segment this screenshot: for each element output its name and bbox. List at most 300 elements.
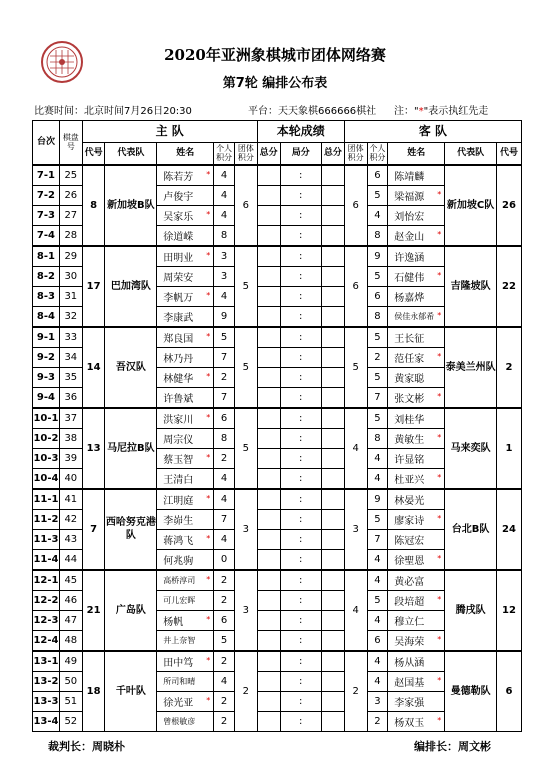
arranger-label: 编排长：周文彬 [414,740,491,753]
away-player-name: 杨从涵 [388,651,445,672]
red-first-mark: * [206,695,211,705]
game-score: : [280,428,321,448]
away-player-name: 黄敏生 * [388,428,445,448]
away-total-score [321,630,344,651]
away-player-points: 4 [367,549,388,570]
game-score: : [280,286,321,306]
red-first-mark: * [437,594,442,604]
game-score: : [280,246,321,267]
board-number: 43 [59,529,82,549]
round-number: 10-4 [33,468,60,489]
away-player-points: 4 [367,671,388,691]
away-player-points: 4 [367,570,388,591]
home-player-points: 2 [214,691,235,711]
red-first-mark: * [437,270,442,280]
away-total-score [321,205,344,225]
away-team-code: 6 [496,651,521,732]
game-score: : [280,529,321,549]
away-player-points: 3 [367,691,388,711]
round-number: 11-4 [33,549,60,570]
col-away-team-pts: 团体积分 [344,143,367,165]
away-team-code: 24 [496,489,521,570]
home-player-name: 杨帆 * [157,610,214,630]
home-player-name: 郑良国 * [157,327,214,348]
away-total-score [321,590,344,610]
away-player-points: 9 [367,246,388,267]
home-team-total: 2 [234,651,257,732]
away-player-name: 段培超 * [388,590,445,610]
round-number: 10-3 [33,448,60,468]
home-player-name: 陈若芳 * [157,165,214,186]
away-player-name: 范任家 * [388,347,445,367]
home-total-score [257,610,280,630]
away-team-total: 5 [344,327,367,408]
red-first-mark: * [206,493,211,503]
game-score: : [280,671,321,691]
round-number: 12-4 [33,630,60,651]
away-player-points: 8 [367,225,388,246]
home-player-points: 4 [214,468,235,489]
board-number: 25 [59,165,82,186]
game-score: : [280,266,321,286]
home-player-points: 7 [214,387,235,408]
away-player-points: 4 [367,651,388,672]
away-player-name: 杨双玉 * [388,711,445,731]
away-player-points: 4 [367,468,388,489]
game-score: : [280,347,321,367]
red-first-mark: * [206,655,211,665]
away-team-total: 6 [344,165,367,246]
home-player-name: 李康武 [157,306,214,327]
home-team-name: 新加坡B队 [105,165,157,246]
home-player-name: 井上奈智 [157,630,214,651]
game-score: : [280,590,321,610]
game-score: : [280,367,321,387]
col-away-team: 代表队 [445,143,497,165]
col-home-code: 代号 [82,143,105,165]
away-player-name: 李家强 [388,691,445,711]
game-score: : [280,651,321,672]
home-total-score [257,367,280,387]
away-player-name: 许显铭 [388,448,445,468]
home-player-points: 4 [214,205,235,225]
board-number: 30 [59,266,82,286]
home-total-score [257,286,280,306]
game-score: : [280,408,321,429]
away-player-points: 5 [367,367,388,387]
home-team-name: 千叶队 [105,651,157,732]
round-number: 9-1 [33,327,60,348]
round-number: 13-2 [33,671,60,691]
home-player-points: 8 [214,225,235,246]
home-team-code: 14 [82,327,105,408]
home-player-points: 4 [214,185,235,205]
home-team-name: 巴加湾队 [105,246,157,327]
home-total-score [257,347,280,367]
away-team-total: 4 [344,570,367,651]
home-player-name: 所司和晴 [157,671,214,691]
home-player-name: 洪家川 * [157,408,214,429]
board-number: 40 [59,468,82,489]
red-first-mark: * [437,391,442,401]
away-team-name: 曼德勒队 [445,651,497,732]
away-total-score [321,448,344,468]
board-number: 27 [59,205,82,225]
home-player-name: 蒋鸿飞 * [157,529,214,549]
home-team-code: 18 [82,651,105,732]
away-team-name: 吉隆坡队 [445,246,497,327]
away-player-name: 刘怡宏 [388,205,445,225]
home-player-points: 2 [214,367,235,387]
away-player-name: 吴海荣 * [388,630,445,651]
game-score: : [280,570,321,591]
home-total-score [257,691,280,711]
pairing-table [32,120,522,732]
home-player-name: 王清白 [157,468,214,489]
home-player-name: 周荣安 [157,266,214,286]
away-total-score [321,408,344,429]
away-team-total: 6 [344,246,367,327]
table-row [33,489,522,510]
red-first-mark: * [437,432,442,442]
game-score: : [280,630,321,651]
home-player-points: 3 [214,266,235,286]
away-team-name: 马来奕队 [445,408,497,489]
home-header: 主 队 [82,121,257,143]
round-number: 8-4 [33,306,60,327]
away-team-code: 12 [496,570,521,651]
legend-note: 注："*"表示执红先走 [394,106,489,117]
home-player-points: 3 [214,246,235,267]
home-player-points: 2 [214,711,235,731]
home-player-name: 田明业 * [157,246,214,267]
home-player-points: 5 [214,327,235,348]
home-total-score [257,387,280,408]
col-away-total: 总分 [321,143,344,165]
board-number: 52 [59,711,82,731]
away-team-name: 台北B队 [445,489,497,570]
home-team-total: 3 [234,489,257,570]
away-player-points: 5 [367,185,388,205]
home-player-points: 7 [214,509,235,529]
board-number: 29 [59,246,82,267]
home-player-points: 2 [214,448,235,468]
board-number: 26 [59,185,82,205]
home-player-name: 徐光亚 * [157,691,214,711]
home-team-total: 3 [234,570,257,651]
platform: 平台：天天象棋666666棋社 [248,106,377,117]
away-team-code: 26 [496,165,521,246]
board-number: 47 [59,610,82,630]
home-team-name: 吾汉队 [105,327,157,408]
away-player-points: 6 [367,630,388,651]
red-first-mark: * [206,533,211,543]
home-team-code: 7 [82,489,105,570]
home-team-code: 13 [82,408,105,489]
home-player-points: 4 [214,286,235,306]
home-player-name: 高桥淳司 * [157,570,214,591]
away-player-points: 2 [367,347,388,367]
home-total-score [257,590,280,610]
away-player-name: 廖家诗 * [388,509,445,529]
away-player-name: 梁福源 * [388,185,445,205]
away-total-score [321,286,344,306]
away-player-points: 5 [367,327,388,348]
round-number: 8-3 [33,286,60,306]
away-team-total: 2 [344,651,367,732]
board-number: 32 [59,306,82,327]
away-player-points: 5 [367,509,388,529]
away-player-name: 徐聖恩 * [388,549,445,570]
round-number: 10-1 [33,408,60,429]
home-player-name: 周宗仪 [157,428,214,448]
table-row [33,165,522,186]
home-total-score [257,489,280,510]
col-round: 台次 [33,121,60,165]
away-total-score [321,367,344,387]
away-total-score [321,165,344,186]
away-player-name: 穆立仁 [388,610,445,630]
board-number: 48 [59,630,82,651]
page-subtitle: 第7轮 编排公布表 [222,76,328,91]
home-total-score [257,549,280,570]
away-player-points: 8 [367,428,388,448]
home-player-name: 何兆驹 [157,549,214,570]
red-first-mark: * [206,574,211,584]
game-score: : [280,610,321,630]
round-number: 11-2 [33,509,60,529]
home-team-name: 西哈努克港队 [105,489,157,570]
home-player-name: 江明庭 * [157,489,214,510]
board-number: 50 [59,671,82,691]
away-total-score [321,651,344,672]
col-home-name: 姓名 [157,143,214,165]
home-team-total: 5 [234,246,257,327]
away-player-points: 6 [367,286,388,306]
referee-label: 裁判长：周晓朴 [48,740,125,753]
table-row [33,327,522,348]
home-player-name: 徐道嵘 [157,225,214,246]
home-total-score [257,711,280,731]
game-score: : [280,509,321,529]
red-first-mark: * [206,169,211,179]
home-total-score [257,185,280,205]
away-team-name: 新加坡C队 [445,165,497,246]
game-score: : [280,691,321,711]
round-number: 13-3 [33,691,60,711]
away-header: 客 队 [344,121,521,143]
board-number: 28 [59,225,82,246]
home-total-score [257,165,280,186]
red-first-mark: * [206,371,211,381]
red-first-mark: * [206,250,211,260]
home-total-score [257,468,280,489]
away-player-name: 许逸涵 [388,246,445,267]
board-number: 36 [59,387,82,408]
away-player-name: 杨嘉烨 [388,286,445,306]
away-player-points: 4 [367,205,388,225]
red-first-mark: * [437,472,442,482]
away-player-points: 5 [367,408,388,429]
home-total-score [257,306,280,327]
game-score: : [280,387,321,408]
home-player-name: 可儿宏晖 [157,590,214,610]
home-total-score [257,266,280,286]
away-team-name: 泰美兰州队 [445,327,497,408]
home-team-code: 21 [82,570,105,651]
red-first-mark: * [437,229,442,239]
away-player-name: 赵国基 * [388,671,445,691]
away-player-points: 6 [367,165,388,186]
away-player-name: 黄必富 [388,570,445,591]
home-player-points: 4 [214,489,235,510]
round-number: 9-3 [33,367,60,387]
red-first-mark: * [206,209,211,219]
red-first-mark: * [206,412,211,422]
home-player-points: 8 [214,428,235,448]
board-number: 46 [59,590,82,610]
col-home-team: 代表队 [105,143,157,165]
board-number: 35 [59,367,82,387]
away-total-score [321,468,344,489]
round-number: 11-1 [33,489,60,510]
away-player-name: 石健伟 * [388,266,445,286]
away-player-name: 杜亚兴 * [388,468,445,489]
board-number: 51 [59,691,82,711]
game-score: : [280,306,321,327]
home-player-points: 6 [214,408,235,429]
round-number: 13-1 [33,651,60,672]
red-first-mark: * [437,715,442,725]
col-home-team-pts: 团体积分 [234,143,257,165]
red-first-mark: * [437,553,442,563]
board-number: 34 [59,347,82,367]
home-total-score [257,428,280,448]
red-first-mark: * [437,675,442,685]
red-first-mark: * [437,351,442,361]
away-player-name: 林晏光 [388,489,445,510]
red-first-mark: * [437,513,442,523]
away-player-name: 侯佳永郁希 * [388,306,445,327]
board-number: 49 [59,651,82,672]
game-score: : [280,165,321,186]
table-row [33,246,522,267]
away-total-score [321,387,344,408]
home-player-name: 许鲁斌 [157,387,214,408]
round-number: 10-2 [33,428,60,448]
home-total-score [257,225,280,246]
home-player-name: 李帆万 * [157,286,214,306]
board-number: 38 [59,428,82,448]
home-team-code: 17 [82,246,105,327]
home-player-name: 卢俊宇 [157,185,214,205]
round-number: 12-2 [33,590,60,610]
game-score: : [280,549,321,570]
game-score: : [280,448,321,468]
away-player-points: 7 [367,529,388,549]
match-time: 比赛时间：北京时间7月26日20:30 [34,106,192,117]
away-total-score [321,428,344,448]
away-player-points: 7 [367,387,388,408]
round-number: 12-1 [33,570,60,591]
home-total-score [257,408,280,429]
away-total-score [321,185,344,205]
away-player-name: 王长征 [388,327,445,348]
red-first-mark: * [206,290,211,300]
away-player-points: 4 [367,610,388,630]
board-number: 37 [59,408,82,429]
away-player-name: 黄家聪 [388,367,445,387]
col-away-code: 代号 [496,143,521,165]
red-first-mark: * [437,310,442,320]
away-team-name: 腾戌队 [445,570,497,651]
col-away-name: 姓名 [388,143,445,165]
away-total-score [321,671,344,691]
away-player-name: 赵金山 * [388,225,445,246]
game-score: : [280,205,321,225]
round-number: 7-2 [33,185,60,205]
game-score: : [280,225,321,246]
round-number: 9-2 [33,347,60,367]
home-player-points: 4 [214,165,235,186]
away-total-score [321,246,344,267]
away-player-points: 2 [367,711,388,731]
home-total-score [257,509,280,529]
away-team-total: 4 [344,408,367,489]
round-number: 8-1 [33,246,60,267]
away-total-score [321,691,344,711]
away-team-code: 1 [496,408,521,489]
home-total-score [257,570,280,591]
home-player-name: 吴家乐 * [157,205,214,225]
away-total-score [321,266,344,286]
red-first-mark: * [437,189,442,199]
game-score: : [280,468,321,489]
home-player-points: 2 [214,651,235,672]
home-player-name: 田中笃 * [157,651,214,672]
col-board: 棋盘号 [59,121,82,165]
away-total-score [321,549,344,570]
round-number: 12-3 [33,610,60,630]
red-first-mark: * [206,452,211,462]
home-player-points: 7 [214,347,235,367]
table-row [33,651,522,672]
away-player-points: 9 [367,489,388,510]
home-player-name: 林乃丹 [157,347,214,367]
col-away-player-pts: 个人积分 [367,143,388,165]
home-player-points: 2 [214,590,235,610]
round-number: 8-2 [33,266,60,286]
col-individual: 局分 [280,143,321,165]
away-team-code: 22 [496,246,521,327]
home-team-name: 马尼拉B队 [105,408,157,489]
away-total-score [321,489,344,510]
page-title: 2020年亚洲象棋城市团体网络赛 [164,46,386,64]
board-number: 33 [59,327,82,348]
round-number: 13-4 [33,711,60,731]
away-team-total: 3 [344,489,367,570]
home-player-points: 5 [214,630,235,651]
home-team-name: 广岛队 [105,570,157,651]
home-total-score [257,246,280,267]
game-score: : [280,327,321,348]
home-player-points: 0 [214,549,235,570]
home-player-name: 曾根敏彦 [157,711,214,731]
home-player-points: 9 [214,306,235,327]
home-team-code: 8 [82,165,105,246]
away-player-name: 陈冠宏 [388,529,445,549]
round-number: 9-4 [33,387,60,408]
